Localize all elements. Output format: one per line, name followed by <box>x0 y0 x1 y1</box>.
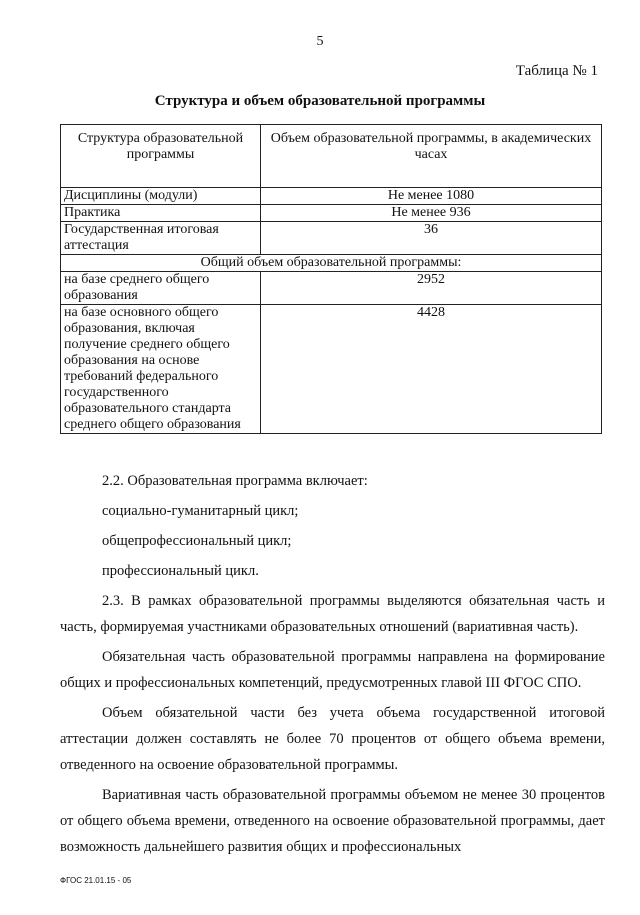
paragraph-variable-part: Вариативная часть образовательной программы объемом не менее 30 процентов от общего объема времени, отведенного на освоение образовательной программы, дает возможность дальнейшего развития общих и профессиональных <box>60 787 605 855</box>
row-value: Не менее 1080 <box>261 188 602 205</box>
table-total-row <box>61 255 602 272</box>
page-number: 5 <box>316 34 324 49</box>
table-row <box>61 222 602 255</box>
document-title: Структура и объем образовательной программы <box>154 93 486 109</box>
paragraph-2-3: 2.3. В рамках образовательной программы выделяются обязательная часть и часть, формируемая участниками образовательных отношений (вариативная часть). <box>60 593 605 635</box>
footer-code: ФГОС 21.01.15 - 05 <box>60 876 132 885</box>
row-value: Не менее 936 <box>261 205 602 222</box>
body-text <box>60 468 605 864</box>
row-value: 2952 <box>261 272 602 305</box>
table-header-row <box>61 125 602 188</box>
paragraph-mandatory-part: Обязательная часть образовательной программы направлена на формирование общих и профессиональных компетенций, предусмотренных главой III ФГОС СПО. <box>60 649 605 691</box>
table-caption: Таблица № 1 <box>515 63 598 79</box>
table-header-structure: Структура образовательной программы <box>61 125 261 188</box>
list-item: общепрофессиональный цикл; <box>102 533 292 549</box>
table-row <box>61 205 602 222</box>
paragraph-mandatory-volume: Объем обязательной части без учета объема государственной итоговой аттестации должен составлять не более 70 процентов от общего объема времени, отведенного на освоение образовательной программы. <box>60 705 605 773</box>
row-label: на базе среднего общего образования <box>61 272 261 305</box>
table-header-volume: Объем образовательной программы, в академических часах <box>261 125 602 188</box>
row-value: 36 <box>261 222 602 255</box>
row-label: Практика <box>61 205 261 222</box>
program-structure-table <box>60 124 602 434</box>
row-value: 4428 <box>261 305 602 434</box>
table-row <box>61 305 602 434</box>
row-label: Дисциплины (модули) <box>61 188 261 205</box>
paragraph-2-2: 2.2. Образовательная программа включает: <box>102 473 368 489</box>
total-label: Общий объем образовательной программы: <box>61 255 602 272</box>
table-row <box>61 188 602 205</box>
list-item: социально-гуманитарный цикл; <box>102 503 299 519</box>
list-item: профессиональный цикл. <box>102 563 259 579</box>
row-label: Государственная итоговая аттестация <box>61 222 261 255</box>
table-row <box>61 272 602 305</box>
row-label: на базе основного общего образования, включая получение среднего общего образования на основе требований федерального государственного образовательного стандарта среднего общего образования <box>61 305 261 434</box>
